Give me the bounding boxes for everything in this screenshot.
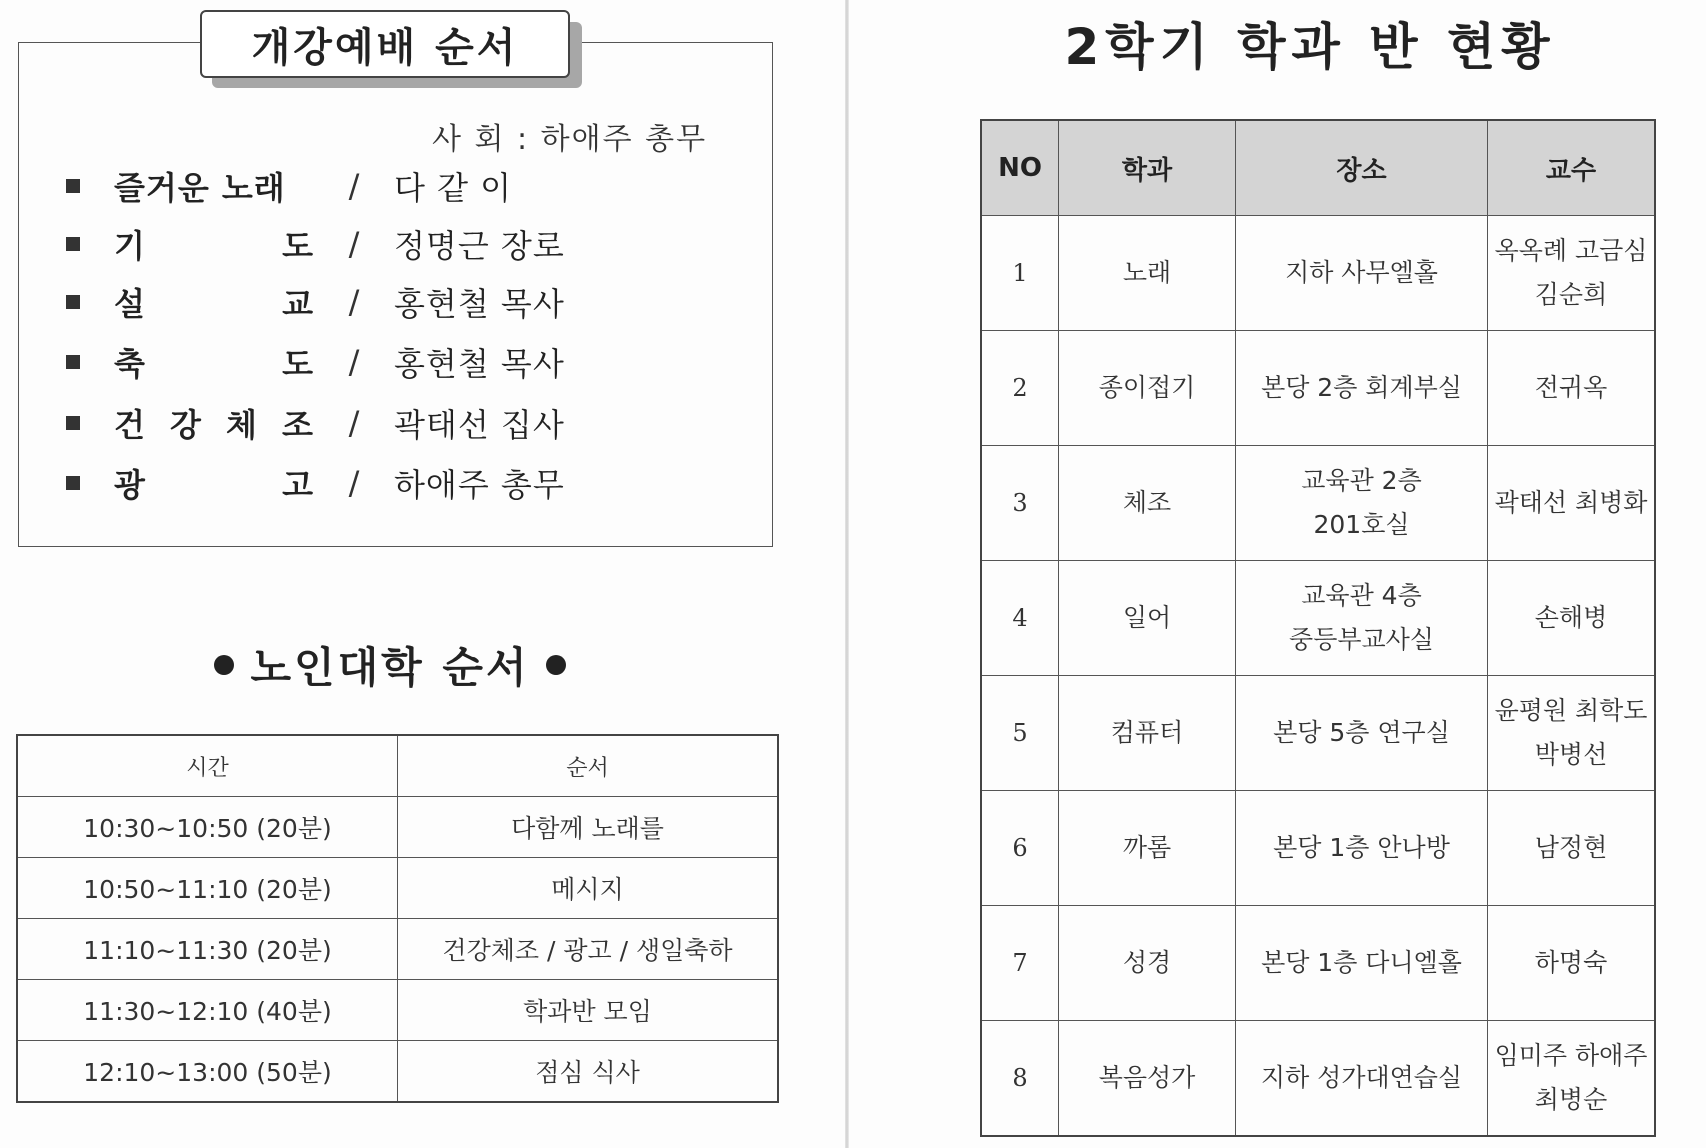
worship-item-label [114,400,314,446]
class-professor [1488,216,1656,331]
worship-item-separator: / [348,404,360,442]
schedule-row [17,919,778,980]
class-place [1236,791,1488,906]
classes-header-subject: 학과 [1059,120,1236,216]
class-place [1236,676,1488,791]
worship-item-label-part: 고 [282,466,314,504]
classes-header-professor: 교수 [1488,120,1656,216]
worship-item-label-part: 기 [114,227,146,265]
square-bullet-icon [66,237,80,251]
class-subject: 체조 [1059,446,1236,561]
square-bullet-icon [66,355,80,369]
class-subject: 까롬 [1059,791,1236,906]
worship-item-separator: / [348,167,360,205]
worship-item-label-part: 교 [282,285,314,323]
schedule-header-row [17,735,778,797]
worship-item-separator: / [348,343,360,381]
class-professor-line: 김순희 [1534,280,1608,309]
class-place-line: 본당 5층 연구실 [1273,718,1450,747]
class-no: 2 [981,331,1059,446]
schedule-time: 11:10~11:30 (20분) [17,919,398,980]
class-place [1236,1021,1488,1137]
class-place [1236,446,1488,561]
class-professor [1488,676,1656,791]
class-professor-line: 임미주 하애주 [1494,1041,1648,1070]
worship-item-label-part: 체 [226,406,258,444]
schedule-activity: 학과반 모임 [398,980,779,1041]
class-place-line: 지하 사무엘홀 [1285,258,1438,287]
worship-item-label [114,163,314,209]
worship-item-separator: / [348,464,360,502]
worship-item-label-part: 즐거운 노래 [114,169,286,207]
schedule-activity: 점심 식사 [398,1041,779,1103]
class-row [981,791,1655,906]
class-no: 5 [981,676,1059,791]
worship-item [66,337,594,387]
schedule-time: 11:30~12:10 (40분) [17,980,398,1041]
class-place-line: 본당 1층 안나방 [1273,833,1450,862]
class-professor [1488,561,1656,676]
class-place-line: 교육관 2층 [1301,466,1422,495]
square-bullet-icon [66,179,80,193]
class-subject: 성경 [1059,906,1236,1021]
senior-title: 노인대학 순서 [250,643,530,692]
classes-title: 2학기 학과 반 현황 [1064,18,1556,76]
class-subject: 컴퓨터 [1059,676,1236,791]
square-bullet-icon [66,295,80,309]
class-row [981,216,1655,331]
class-professor [1488,1021,1656,1137]
worship-item-person: 홍현철 목사 [394,345,565,383]
schedule-header-time: 시간 [17,735,398,797]
class-place-line: 201호실 [1313,510,1410,539]
class-row [981,906,1655,1021]
schedule-body [17,797,778,1103]
class-place-line: 본당 2층 회계부실 [1261,373,1462,402]
worship-item-label [114,460,314,506]
bullet-dot-right [546,655,566,675]
class-professor-line: 하명숙 [1534,948,1608,977]
class-place-line: 중등부교사실 [1289,625,1434,654]
class-professor [1488,906,1656,1021]
class-no: 4 [981,561,1059,676]
class-professor-line: 전귀옥 [1534,373,1608,402]
worship-item-person: 곽태선 집사 [394,406,565,444]
schedule-activity: 메시지 [398,858,779,919]
worship-item-label [114,279,314,325]
class-row [981,446,1655,561]
worship-item-label-part: 설 [114,285,146,323]
senior-title-row [195,630,585,700]
schedule-row [17,1041,778,1103]
worship-item-person: 다 같 이 [394,169,513,207]
classes-body [981,216,1655,1137]
class-place-line: 지하 성가대연습실 [1260,1063,1463,1092]
page-fold [845,0,849,1148]
worship-item [66,219,594,269]
class-subject: 노래 [1059,216,1236,331]
class-professor [1488,446,1656,561]
worship-item-label-part: 조 [282,406,314,444]
class-place [1236,331,1488,446]
schedule-time: 10:50~11:10 (20분) [17,858,398,919]
class-row [981,331,1655,446]
schedule-row [17,858,778,919]
worship-item-label-part: 도 [282,227,314,265]
class-professor-line: 옥옥례 고금심 [1494,236,1648,265]
class-no: 3 [981,446,1059,561]
schedule-time: 10:30~10:50 (20분) [17,797,398,858]
class-no: 6 [981,791,1059,906]
classes-table [980,119,1656,1137]
worship-host: 사 회 : 하애주 총무 [432,122,708,157]
senior-schedule-table [16,734,779,1103]
class-place [1236,561,1488,676]
worship-item-label-part: 건 [114,406,146,444]
schedule-header-order: 순서 [398,735,779,797]
bullet-dot-left [214,655,234,675]
class-professor-line: 곽태선 최병화 [1494,488,1648,517]
class-subject: 종이접기 [1059,331,1236,446]
class-place-line: 교육관 4층 [1301,581,1422,610]
worship-item [66,458,594,508]
worship-item-label-part: 강 [170,406,202,444]
class-row [981,561,1655,676]
class-professor-line: 박병선 [1534,740,1608,769]
class-place [1236,906,1488,1021]
worship-item [66,277,594,327]
class-row [981,1021,1655,1137]
class-professor [1488,331,1656,446]
class-no: 1 [981,216,1059,331]
worship-item-label-part: 광 [114,466,146,504]
class-no: 8 [981,1021,1059,1137]
classes-header-place: 장소 [1236,120,1488,216]
schedule-row [17,980,778,1041]
class-professor-line: 최병순 [1534,1085,1608,1114]
worship-item-label-part: 도 [282,345,314,383]
worship-item-label [114,221,314,267]
schedule-row [17,797,778,858]
worship-item-person: 홍현철 목사 [394,285,565,323]
square-bullet-icon [66,416,80,430]
worship-item-person: 정명근 장로 [394,227,565,265]
class-place [1236,216,1488,331]
classes-header-no: NO [981,120,1059,216]
worship-item [66,398,594,448]
class-place-line: 본당 1층 다니엘홀 [1261,948,1462,977]
square-bullet-icon [66,476,80,490]
class-professor-line: 남정현 [1534,833,1608,862]
class-row [981,676,1655,791]
class-no: 7 [981,906,1059,1021]
worship-item-label [114,339,314,385]
worship-item-person: 하애주 총무 [394,466,565,504]
worship-item [66,161,594,211]
schedule-time: 12:10~13:00 (50분) [17,1041,398,1103]
worship-item-separator: / [348,225,360,263]
schedule-activity: 건강체조 / 광고 / 생일축하 [398,919,779,980]
class-subject: 일어 [1059,561,1236,676]
worship-item-separator: / [348,283,360,321]
worship-item-label-part: 축 [114,345,146,383]
class-subject: 복음성가 [1059,1021,1236,1137]
class-professor [1488,791,1656,906]
schedule-activity: 다함께 노래를 [398,797,779,858]
classes-header-row [981,120,1655,216]
class-professor-line: 손해병 [1534,603,1608,632]
worship-title: 개강예배 순서 [200,10,570,78]
class-professor-line: 윤평원 최학도 [1494,696,1648,725]
